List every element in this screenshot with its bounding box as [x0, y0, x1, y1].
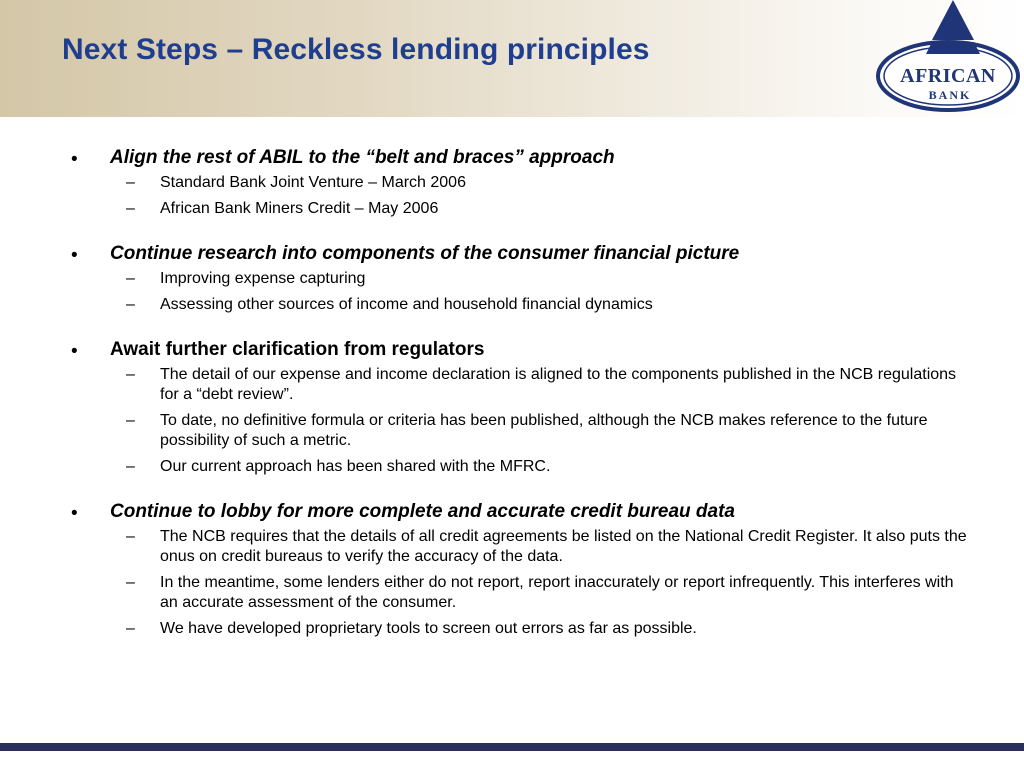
bullet-item	[62, 242, 992, 315]
sub-bullet-text: African Bank Miners Credit – May 2006	[160, 200, 439, 217]
dash-mark: –	[126, 296, 135, 313]
slide-header	[0, 0, 1024, 117]
sub-bullet-item	[110, 457, 992, 477]
sub-bullet-item	[110, 199, 992, 219]
sub-bullet-item	[110, 269, 992, 289]
footer-bar	[0, 743, 1024, 751]
sub-bullet-item	[110, 619, 992, 639]
sub-bullet-list	[110, 365, 992, 477]
sub-bullet-text: In the meantime, some lenders either do not report, report inaccurately or report infrequently. This interferes with an accurate assessment of the consumer.	[160, 574, 954, 611]
dash-mark: –	[126, 412, 135, 429]
dash-mark: –	[126, 366, 135, 383]
bullet-heading: Align the rest of ABIL to the “belt and braces” approach	[110, 147, 615, 168]
sub-bullet-text: Improving expense capturing	[160, 270, 366, 287]
bullet-item	[62, 338, 992, 477]
logo-triangle	[932, 0, 974, 40]
slide-title: Next Steps – Reckless lending principles	[62, 33, 650, 66]
dash-mark: –	[126, 174, 135, 191]
sub-bullet-text: Standard Bank Joint Venture – March 2006	[160, 174, 466, 191]
logo-text-bank: BANK	[928, 88, 972, 102]
dash-mark: –	[126, 528, 135, 545]
bullet-item	[62, 146, 992, 219]
sub-bullet-item	[110, 411, 992, 451]
bullet-heading: Await further clarification from regulators	[110, 339, 485, 360]
sub-bullet-text: To date, no definitive formula or criteria has been published, although the NCB makes reference to the future possibility of such a metric.	[160, 412, 928, 449]
bullet-heading: Continue to lobby for more complete and accurate credit bureau data	[110, 501, 735, 522]
bullet-heading: Continue research into components of the consumer financial picture	[110, 243, 740, 264]
sub-bullet-list	[110, 527, 992, 639]
dash-mark: –	[126, 270, 135, 287]
sub-bullet-text: The detail of our expense and income declaration is aligned to the components published in the NCB regulations for a “debt review”.	[160, 366, 957, 403]
logo-text-african: AFRICAN	[900, 65, 996, 87]
sub-bullet-item	[110, 527, 992, 567]
sub-bullet-text: We have developed proprietary tools to screen out errors as far as possible.	[160, 620, 697, 637]
bullet-mark: •	[71, 245, 78, 266]
bullet-mark: •	[71, 503, 78, 524]
sub-bullet-item	[110, 295, 992, 315]
african-bank-logo	[872, 0, 1024, 114]
dash-mark: –	[126, 200, 135, 217]
logo-triangle-lower	[926, 42, 980, 54]
sub-bullet-list	[110, 173, 992, 219]
bullet-mark: •	[71, 149, 78, 170]
sub-bullet-text: The NCB requires that the details of all credit agreements be listed on the National Credit Register. It also puts the onus on credit bureaus to verify the accuracy of the data.	[160, 528, 967, 565]
sub-bullet-text: Our current approach has been shared with the MFRC.	[160, 458, 551, 475]
dash-mark: –	[126, 620, 135, 637]
bullet-mark: •	[71, 341, 78, 362]
sub-bullet-list	[110, 269, 992, 315]
sub-bullet-item	[110, 173, 992, 193]
sub-bullet-item	[110, 573, 992, 613]
dash-mark: –	[126, 458, 135, 475]
bullet-item	[62, 500, 992, 639]
slide-body	[62, 146, 992, 645]
sub-bullet-text: Assessing other sources of income and household financial dynamics	[160, 296, 653, 313]
dash-mark: –	[126, 574, 135, 591]
sub-bullet-item	[110, 365, 992, 405]
